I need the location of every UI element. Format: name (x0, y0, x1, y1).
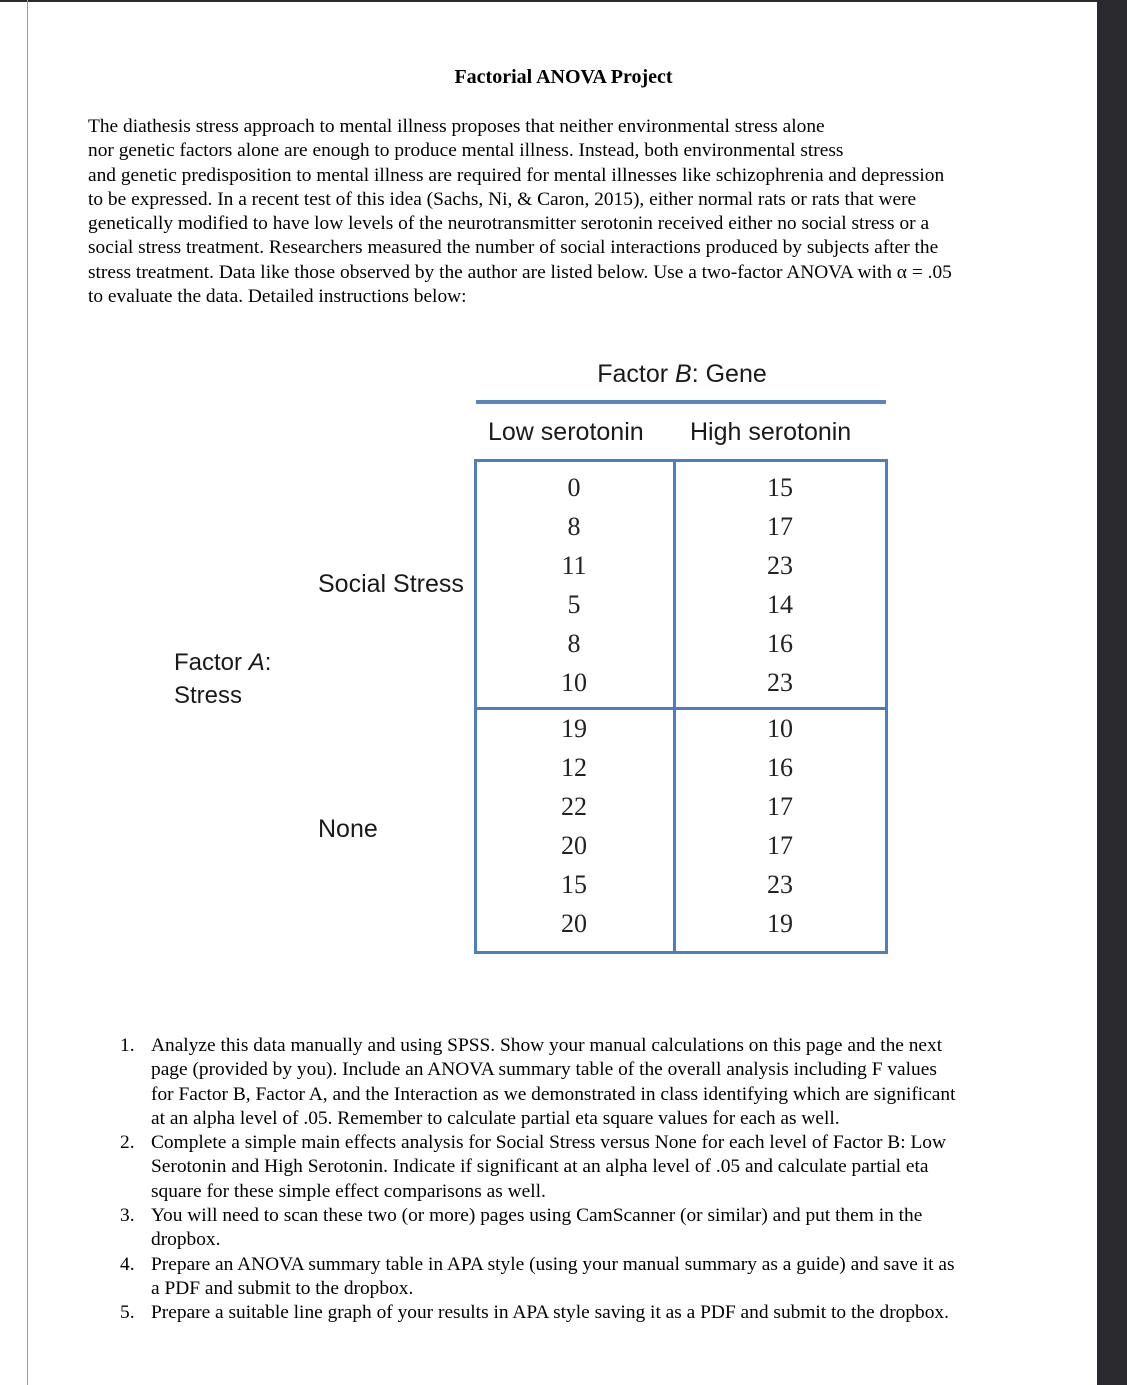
instruction-line: at an alpha level of .05. Remember to calculate partial eta square values for each as well. (151, 1107, 840, 1129)
instruction-text (151, 1131, 1052, 1204)
intro-line: The diathesis stress approach to mental illness proposes that neither environmental stress alone (88, 116, 825, 137)
instruction-item (112, 1131, 1052, 1204)
page-top-border (0, 0, 1097, 2)
row-label-social-stress: Social Stress (318, 570, 464, 598)
score: 10 (561, 668, 587, 697)
instruction-line: dropbox. (151, 1229, 221, 1251)
score: 17 (767, 512, 793, 541)
score: 0 (567, 473, 581, 502)
instruction-line: a PDF and submit to the dropbox. (151, 1277, 414, 1299)
instruction-line: Analyze this data manually and using SPSS. Show your manual calculations on this page and the next (151, 1035, 943, 1056)
intro-paragraph (88, 115, 1048, 309)
instruction-line: Complete a simple main effects analysis for Social Stress versus None for each level of Factor B: Low (151, 1132, 946, 1154)
instruction-item (112, 1034, 1052, 1131)
instruction-number: 5. (120, 1302, 135, 1324)
score: 23 (767, 870, 793, 899)
score: 11 (561, 551, 587, 580)
score: 5 (567, 590, 581, 619)
instruction-line: for Factor B, Factor A, and the Interaction as we demonstrated in class identifying which are significant (151, 1083, 956, 1105)
instruction-item (112, 1253, 1052, 1302)
score: 20 (561, 909, 587, 938)
instruction-line: square for these simple effect comparisons as well. (151, 1180, 546, 1202)
intro-line: social stress treatment. Researchers measured the number of social interactions produced by subjects after the (88, 237, 939, 259)
instruction-line: Serotonin and High Serotonin. Indicate if significant at an alpha level of .05 and calculate partial eta (151, 1156, 929, 1178)
score: 16 (767, 753, 793, 782)
factor-a-suffix: : (264, 649, 272, 676)
column-header-high-serotonin: High serotonin (690, 418, 852, 446)
instruction-item (112, 1204, 1052, 1253)
instruction-line: Prepare a suitable line graph of your results in APA style saving it as a PDF and submit to the dropbox. (151, 1302, 949, 1324)
instruction-number: 1. (120, 1035, 135, 1056)
instruction-number: 4. (120, 1253, 135, 1275)
score: 14 (767, 590, 793, 619)
row-label-none: None (318, 815, 378, 843)
score: 8 (567, 512, 581, 541)
score: 23 (767, 551, 793, 580)
page-left-edge (27, 0, 28, 1385)
factor-a-prefix: Factor (174, 649, 249, 676)
intro-line: nor genetic factors alone are enough to produce mental illness. Instead, both environmental stress (88, 140, 844, 162)
score: 8 (567, 629, 581, 658)
intro-line: stress treatment. Data like those observed by the author are listed below. Use a two-factor ANOVA with α = .05 (88, 261, 952, 283)
intro-line: to evaluate the data. Detailed instructions below: (88, 286, 467, 308)
instruction-text (151, 1204, 1052, 1253)
score: 19 (561, 714, 587, 743)
factor-b-suffix: : Gene (691, 360, 767, 388)
score: 20 (561, 831, 587, 860)
cell-none-high (680, 709, 880, 943)
instruction-line: You will need to scan these two (or more) pages using CamScanner (or similar) and put them in the (151, 1205, 923, 1227)
factor-a-line2: Stress (174, 682, 243, 709)
instruction-text (151, 1034, 1052, 1131)
score: 15 (767, 473, 793, 502)
instruction-text (151, 1253, 1052, 1302)
document-title: Factorial ANOVA Project (454, 66, 673, 88)
score: 17 (767, 792, 793, 821)
score: 17 (767, 831, 793, 860)
intro-line: genetically modified to have low levels of the neurotransmitter serotonin received either no social stress or a (88, 213, 930, 235)
score: 22 (561, 792, 587, 821)
factor-a-letter: A (248, 649, 265, 676)
factor-a-heading (174, 646, 271, 712)
score: 15 (561, 870, 587, 899)
instruction-text (151, 1301, 1052, 1325)
instruction-line: page (provided by you). Include an ANOVA summary table of the overall analysis including F values (151, 1059, 937, 1081)
factor-b-heading (478, 360, 886, 389)
factor-b-letter: B (675, 360, 692, 388)
score: 23 (767, 668, 793, 697)
score: 16 (767, 629, 793, 658)
cell-social-low (474, 468, 674, 702)
factor-b-prefix: Factor (597, 360, 676, 388)
instruction-number: 2. (120, 1132, 135, 1154)
intro-line: and genetic predisposition to mental illness are required for mental illnesses like schizophrenia and depression (88, 164, 945, 186)
cell-social-high (680, 468, 880, 702)
factor-b-rule (476, 400, 886, 404)
instruction-line: Prepare an ANOVA summary table in APA style (using your manual summary as a guide) and save it as (151, 1253, 955, 1275)
instruction-item (112, 1301, 1052, 1325)
score: 19 (767, 909, 793, 938)
cell-none-low (474, 709, 674, 943)
score: 12 (561, 753, 587, 782)
intro-line: to be expressed. In a recent test of this idea (Sachs, Ni, & Caron, 2015), either normal rats or rats that were (88, 188, 917, 210)
instructions-list (112, 1034, 1052, 1326)
instruction-number: 3. (120, 1205, 135, 1227)
column-header-low-serotonin: Low serotonin (488, 418, 644, 446)
score: 10 (767, 714, 793, 743)
viewer-right-bar (1097, 0, 1127, 1385)
